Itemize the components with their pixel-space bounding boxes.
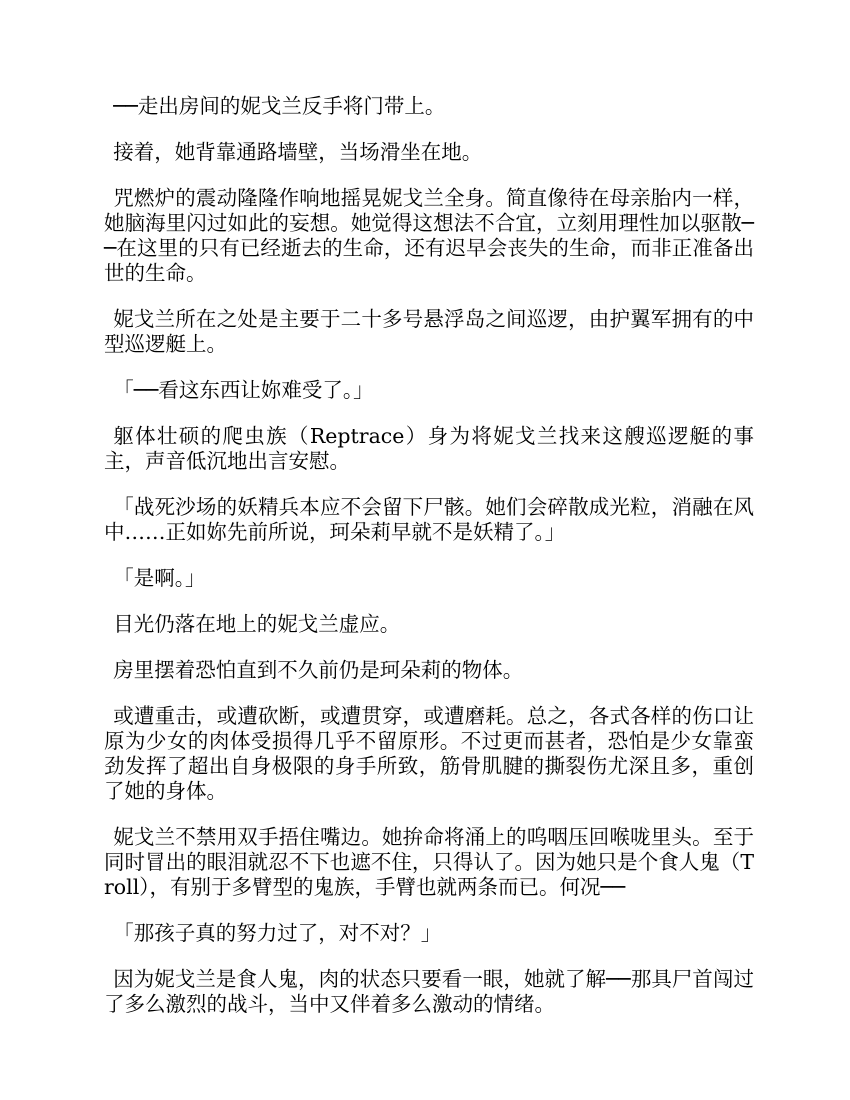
paragraph: 「是啊。」 [113,566,206,590]
paragraph: 妮戈兰不禁用双手捂住嘴边。她拚命将涌上的呜咽压回喉咙里头。至于同时冒出的眼泪就忍不下也遮不住，只得认了。因为她只是个食人鬼（Troll），有别于多臂型的鬼族，手臂也就两条而已。何况── [104,825,754,899]
paragraph: 咒燃炉的震动隆隆作响地摇晃妮戈兰全身。简直像待在母亲胎内一样，她脑海里闪过如此的妄想。她觉得这想法不合宜，立刻用理性加以驱散──在这里的只有已经逝去的生命，还有迟早会丧失的生命，而非正准备出世的生命。 [104,186,754,285]
paragraph: 目光仍落在地上的妮戈兰虚应。 [113,612,401,636]
paragraph: 「──看这东西让妳难受了。」 [113,378,374,402]
paragraph: 妮戈兰所在之处是主要于二十多号悬浮岛之间巡逻，由护翼军拥有的中型巡逻艇上。 [104,307,754,356]
paragraph: 躯体壮硕的爬虫族（Reptrace）身为将妮戈兰找来这艘巡逻艇的事主，声音低沉地出言安慰。 [104,424,754,473]
paragraph: 或遭重击，或遭砍断，或遭贯穿，或遭磨耗。总之，各式各样的伤口让原为少女的肉体受损得几乎不留原形。不过更而甚者，恐怕是少女靠蛮劲发挥了超出自身极限的身手所致，筋骨肌腱的撕裂伤尤深且多，重创了她的身体。 [104,704,754,803]
paragraph: 接着，她背靠通路墙壁，当场滑坐在地。 [113,140,483,164]
paragraph: 「那孩子真的努力过了，对不对？」 [113,921,442,945]
paragraph: ──走出房间的妮戈兰反手将门带上。 [113,94,446,118]
paragraph: 因为妮戈兰是食人鬼，肉的状态只要看一眼，她就了解──那具尸首闯过了多么激烈的战斗，当中又伴着多么激动的情绪。 [104,967,754,1016]
document-page [104,94,754,1038]
paragraph: 房里摆着恐怕直到不久前仍是珂朵莉的物体。 [113,658,524,682]
paragraph: 「战死沙场的妖精兵本应不会留下尸骸。她们会碎散成光粒，消融在风中……正如妳先前所说，珂朵莉早就不是妖精了。」 [104,495,754,544]
